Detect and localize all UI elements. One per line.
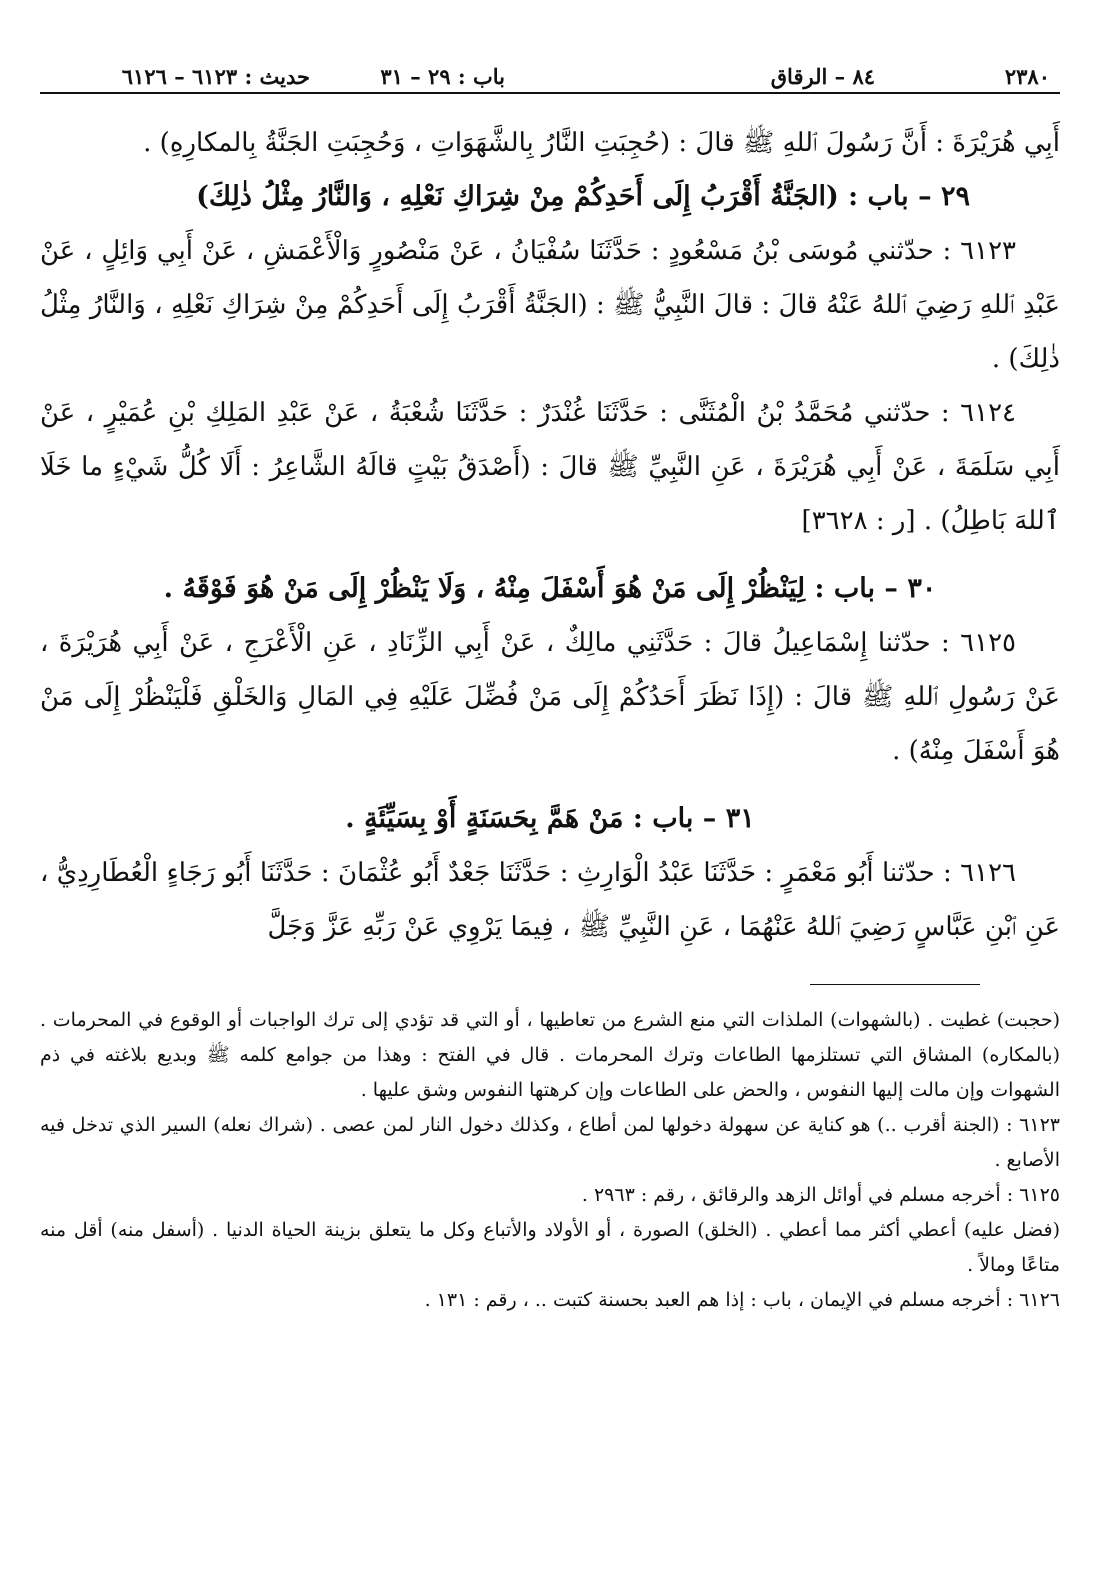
page-number: ٢٣٨٠ bbox=[1004, 64, 1050, 89]
running-head bbox=[40, 48, 1060, 94]
footnote-6126: ٦١٢٦ : أخرجه مسلم في الإيمان ، باب : إذا هم العبد بحسنة كتبت .. ، رقم : ١٣١ . bbox=[424, 1289, 1060, 1311]
bab-30-heading: ٣٠ – باب : لِيَنْظُرْ إِلَى مَنْ هُوَ أَسْفَلَ مِنْهُ ، وَلَا يَنْظُرْ إِلَى مَنْ هُوَ فَوْقَهُ . bbox=[163, 573, 937, 604]
spacer bbox=[40, 548, 1060, 562]
hadith-6125: ٦١٢٥ : حدّثنا إِسْمَاعِيلُ قالَ : حَدَّثَنِي مالِكٌ ، عَنْ أَبِي الزِّنَادِ ، عَنِ الْأَعْرَجِ ، عَنْ أَبِي هُرَيْرَةَ ، عَنْ رَسُولِ ٱللهِ ﷺ قالَ : (إِذَا نَظَرَ أَحَدُكُمْ إِلَى مَنْ فُضِّلَ عَلَيْهِ فِي المَالِ وَالخَلْقِ فَلْيَنْظُرْ إِلَى مَنْ هُوَ أَسْفَلَ مِنْهُ) . bbox=[40, 628, 1060, 766]
hadith-range: حديث : ٦١٢٣ – ٦١٢٦ bbox=[121, 64, 310, 89]
hadith-6126: ٦١٢٦ : حدّثنا أَبُو مَعْمَرٍ : حَدَّثَنَا عَبْدُ الْوَارِثِ : حَدَّثَنَا جَعْدٌ أَبُو عُثْمَانَ : حَدَّثَنَا أَبُو رَجَاءٍ الْعُطَارِدِيُّ ، عَنِ ٱبْنِ عَبَّاسٍ رَضِيَ ٱللهُ عَنْهُمَا ، عَنِ النَّبِيِّ ﷺ ، فِيمَا يَرْوِي عَنْ رَبِّهِ عَزَّ وَجَلَّ bbox=[40, 858, 1060, 942]
footnote-6123: ٦١٢٣ : (الجنة أقرب ..) هو كناية عن سهولة دخولها لمن أطاع ، وكذلك دخول النار لمن عصى . (شراك نعله) السير الذي تدخل فيه الأصابع . bbox=[40, 1114, 1060, 1171]
spacer bbox=[40, 778, 1060, 792]
footnote-hijab: (حجبت) غطيت . (بالشهوات) الملذات التي منع الشرع من تعاطيها ، أو التي قد تؤدي إلى ترك الواجبات أو الوقوع في المحرمات . (بالمكاره) المشاق التي تستلزمها الطاعات وترك المحرمات . قال في الفتح : وهذا من جوامع كلمه ﷺ وبديع بلاغته في ذم الشهوات وإن مالت إليها النفوس ، والحض على الطاعات وإن كرهتها النفوس وشق عليها . bbox=[40, 1009, 1060, 1101]
hadith-6123: ٦١٢٣ : حدّثني مُوسَى بْنُ مَسْعُودٍ : حَدَّثَنَا سُفْيَانُ ، عَنْ مَنْصُورٍ وَالْأَعْمَشِ ، عَنْ أَبِي وَائِلٍ ، عَنْ عَبْدِ ٱللهِ رَضِيَ ٱللهُ عَنْهُ قالَ : قالَ النَّبِيُّ ﷺ : (الجَنَّةُ أَقْرَبُ إِلَى أَحَدِكُمْ مِنْ شِرَاكِ نَعْلِهِ ، وَالنَّارُ مِثْلُ ذٰلِكَ) . bbox=[40, 236, 1060, 374]
carry-over-text: أَبِي هُرَيْرَةَ : أَنَّ رَسُولَ ٱللهِ ﷺ قالَ : (حُجِبَتِ النَّارُ بِالشَّهَوَاتِ ، وَحُجِبَتِ الجَنَّةُ بِالمكارِهِ) . bbox=[143, 128, 1060, 158]
bab-31-heading: ٣١ – باب : مَنْ هَمَّ بِحَسَنَةٍ أَوْ بِسَيِّئَةٍ . bbox=[345, 803, 755, 834]
footnote-6125-gloss: (فضل عليه) أعطي أكثر مما أعطي . (الخلق) الصورة ، أو الأولاد والأتباع وكل ما يتعلق بزينة الحياة الدنيا . (أسفل منه) أقل منه متاعًا ومالاً . bbox=[40, 1219, 1060, 1276]
bab-29-heading: ٢٩ – باب : (الجَنَّةُ أَقْرَبُ إِلَى أَحَدِكُمْ مِنْ شِرَاكِ نَعْلِهِ ، وَالنَّارُ مِثْلُ ذٰلِكَ) bbox=[196, 181, 970, 212]
footnotes bbox=[40, 1003, 1060, 1318]
footnote-6125-source: ٦١٢٥ : أخرجه مسلم في أوائل الزهد والرقائق ، رقم : ٢٩٦٣ . bbox=[581, 1184, 1060, 1206]
book-title: ٨٤ – الرقاق bbox=[770, 64, 875, 89]
footnote-separator bbox=[810, 984, 980, 985]
footnote-separator-wrap bbox=[40, 984, 1060, 985]
main-text bbox=[40, 116, 1060, 954]
hadith-6124: ٦١٢٤ : حدّثني مُحَمَّدُ بْنُ الْمُثَنَّى : حَدَّثَنَا غُنْدَرٌ : حَدَّثَنَا شُعْبَةُ ، عَنْ عَبْدِ المَلِكِ بْنِ عُمَيْرٍ ، عَنْ أَبِي سَلَمَةَ ، عَنْ أَبِي هُرَيْرَةَ ، عَنِ النَّبِيِّ ﷺ قالَ : (أَصْدَقُ بَيْتٍ قالَهُ الشَّاعِرُ : أَلَا كُلُّ شَيْءٍ ما خَلَا ٱللهَ بَاطِلُ) . [ر : ٣٦٢٨] bbox=[40, 398, 1060, 536]
bab-range: باب : ٢٩ – ٣١ bbox=[380, 64, 505, 89]
